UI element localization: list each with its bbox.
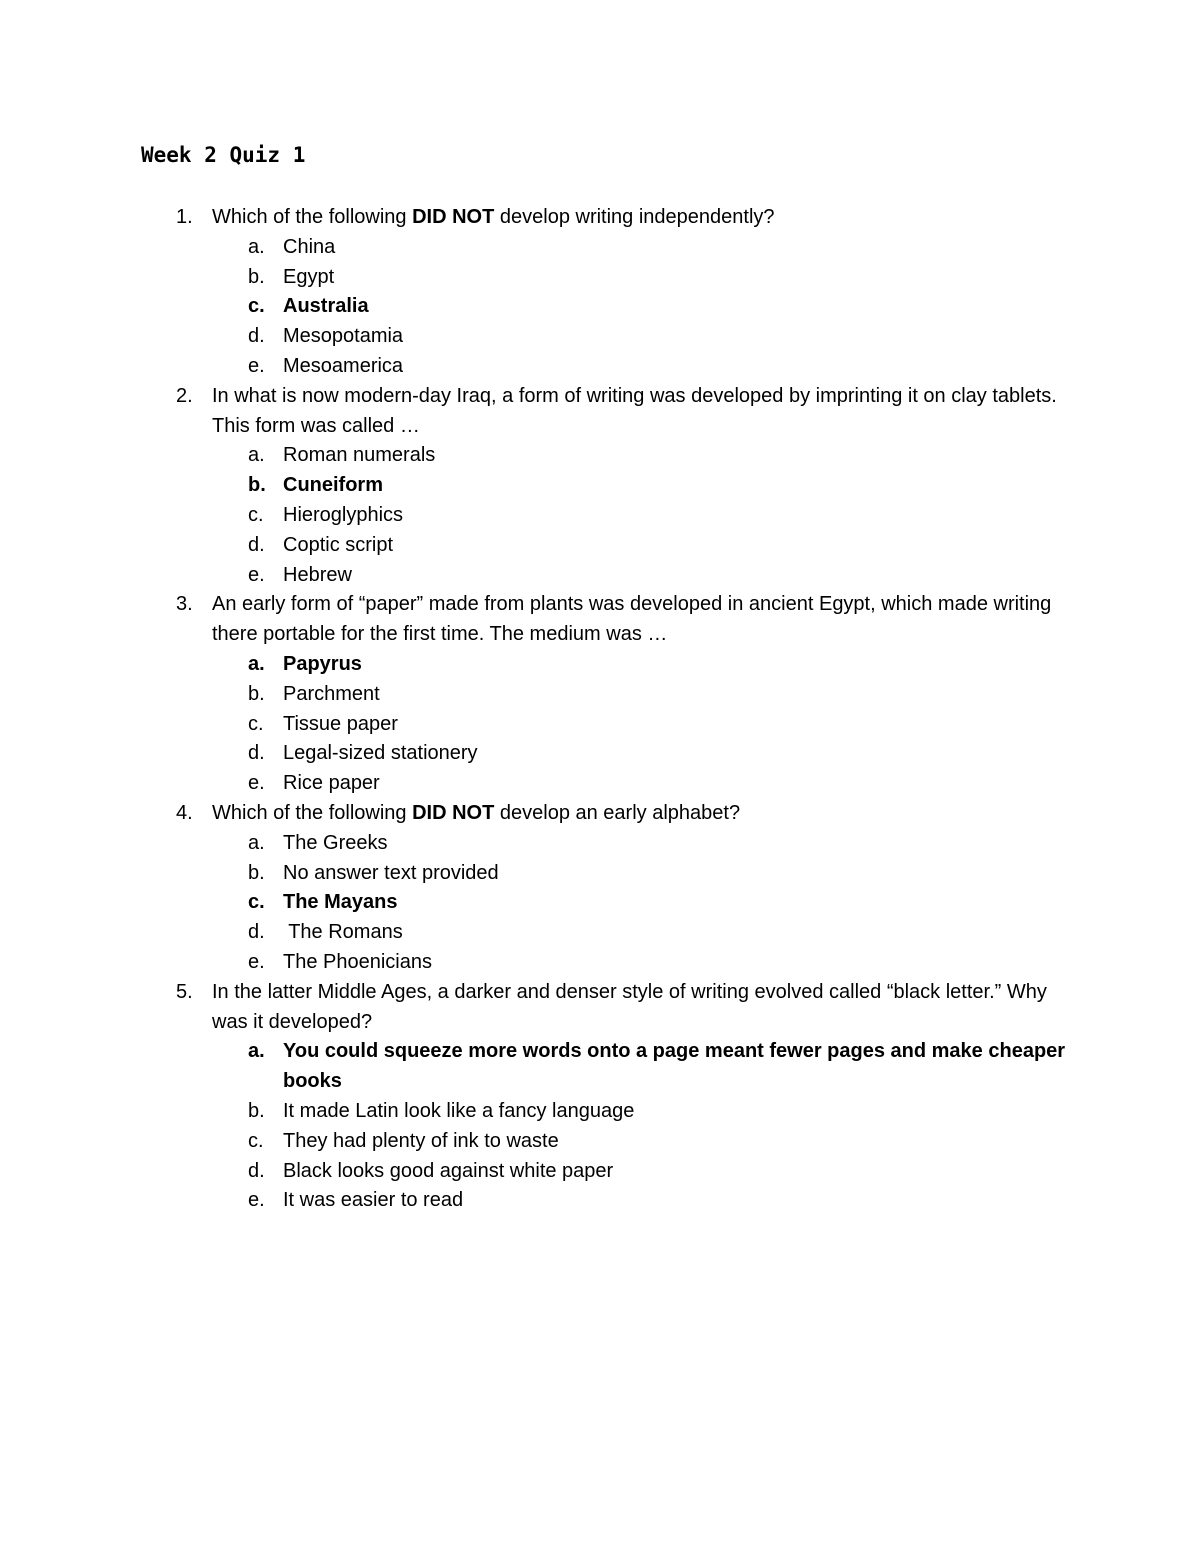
- option-letter: c.: [248, 295, 265, 318]
- answer-option: [0, 680, 1200, 710]
- option-letter: a.: [248, 831, 265, 854]
- option-text: Hebrew: [283, 563, 352, 586]
- option-letter: d.: [248, 1159, 265, 1182]
- option-text: You could squeeze more words onto a page meant fewer pages and make cheaper books: [283, 1040, 1066, 1093]
- answer-option: [0, 710, 1200, 740]
- option-text: Tissue paper: [283, 712, 398, 735]
- option-text: Egypt: [283, 265, 335, 288]
- option-letter: c.: [248, 712, 264, 735]
- answer-option: [0, 263, 1200, 293]
- answer-option: [0, 1097, 1200, 1127]
- answer-option-correct: [0, 888, 1200, 918]
- option-letter: d.: [248, 742, 265, 765]
- option-letter: d.: [248, 533, 265, 556]
- answer-option-correct: [0, 292, 1200, 322]
- answer-options: [0, 650, 1200, 799]
- option-text: Parchment: [283, 682, 380, 705]
- answer-options: [0, 1037, 1200, 1216]
- option-text: Coptic script: [283, 533, 394, 556]
- question-text: Which of the following DID NOT develop writing independently?: [212, 206, 775, 228]
- option-text: The Romans: [283, 921, 403, 944]
- answer-option: [0, 769, 1200, 799]
- option-letter: e.: [248, 950, 265, 973]
- option-letter: b.: [248, 265, 265, 288]
- option-letter: a.: [248, 1040, 265, 1063]
- answer-option: [0, 859, 1200, 889]
- option-letter: e.: [248, 772, 265, 795]
- option-text: China: [283, 235, 336, 258]
- option-text: No answer text provided: [283, 861, 499, 884]
- option-letter: b.: [248, 861, 265, 884]
- option-letter: a.: [248, 444, 265, 467]
- question-number: 3.: [176, 593, 193, 616]
- option-letter: b.: [248, 682, 265, 705]
- option-letter: a.: [248, 235, 265, 258]
- option-text: The Phoenicians: [283, 950, 432, 973]
- option-letter: e.: [248, 1189, 265, 1212]
- question-item: [0, 382, 1200, 591]
- option-text: Roman numerals: [283, 444, 436, 467]
- option-text: Hieroglyphics: [283, 503, 404, 526]
- answer-options: [0, 441, 1200, 590]
- option-letter: a.: [248, 652, 265, 675]
- question-list: [0, 203, 1200, 1216]
- answer-option: [0, 322, 1200, 352]
- question-text: In what is now modern-day Iraq, a form of writing was developed by imprinting it on clay tablets. This form was called …: [212, 384, 1057, 437]
- option-letter: c.: [248, 891, 265, 914]
- question-number: 4.: [176, 801, 193, 824]
- answer-option: [0, 233, 1200, 263]
- option-text: Mesopotamia: [283, 325, 404, 348]
- option-letter: b.: [248, 474, 266, 497]
- option-letter: e.: [248, 563, 265, 586]
- option-text: It was easier to read: [283, 1189, 464, 1212]
- answer-option-correct: [0, 1037, 1200, 1097]
- option-text: They had plenty of ink to waste: [283, 1129, 559, 1152]
- answer-options: [0, 233, 1200, 382]
- answer-option: [0, 739, 1200, 769]
- question-number: 1.: [176, 206, 193, 228]
- answer-option: [0, 1186, 1200, 1216]
- option-text: Cuneiform: [283, 474, 383, 497]
- option-letter: d.: [248, 325, 265, 348]
- question-item: [0, 590, 1200, 799]
- option-letter: e.: [248, 354, 265, 377]
- answer-option: [0, 948, 1200, 978]
- option-letter: b.: [248, 1099, 265, 1122]
- answer-option: [0, 501, 1200, 531]
- question-item: [0, 203, 1200, 382]
- option-text: Legal-sized stationery: [283, 742, 478, 765]
- question-text: In the latter Middle Ages, a darker and denser style of writing evolved called “black letter.” Why was it developed?: [212, 980, 1047, 1033]
- option-text: Black looks good against white paper: [283, 1159, 614, 1182]
- option-text: It made Latin look like a fancy language: [283, 1099, 635, 1122]
- answer-option: [0, 352, 1200, 382]
- answer-option-correct: [0, 650, 1200, 680]
- page-title: Week 2 Quiz 1: [141, 143, 306, 167]
- answer-option: [0, 531, 1200, 561]
- option-text: The Mayans: [283, 891, 398, 914]
- answer-option: [0, 1127, 1200, 1157]
- option-text: The Greeks: [283, 831, 388, 854]
- question-number: 2.: [176, 384, 193, 407]
- option-text: Australia: [283, 295, 369, 318]
- option-text: Papyrus: [283, 652, 362, 675]
- answer-option: [0, 918, 1200, 948]
- option-text: Mesoamerica: [283, 354, 404, 377]
- answer-option: [0, 561, 1200, 591]
- question-item: [0, 978, 1200, 1216]
- question-text: An early form of “paper” made from plants was developed in ancient Egypt, which made writing there portable for the first time. The medium was …: [212, 593, 1052, 646]
- answer-option: [0, 441, 1200, 471]
- answer-option: [0, 829, 1200, 859]
- option-letter: d.: [248, 921, 265, 944]
- option-text: Rice paper: [283, 772, 380, 795]
- answer-options: [0, 829, 1200, 978]
- question-text: Which of the following DID NOT develop an early alphabet?: [212, 801, 741, 824]
- question-item: [0, 799, 1200, 978]
- option-letter: c.: [248, 503, 264, 526]
- answer-option: [0, 1157, 1200, 1187]
- answer-option-correct: [0, 471, 1200, 501]
- question-number: 5.: [176, 980, 193, 1003]
- option-letter: c.: [248, 1129, 264, 1152]
